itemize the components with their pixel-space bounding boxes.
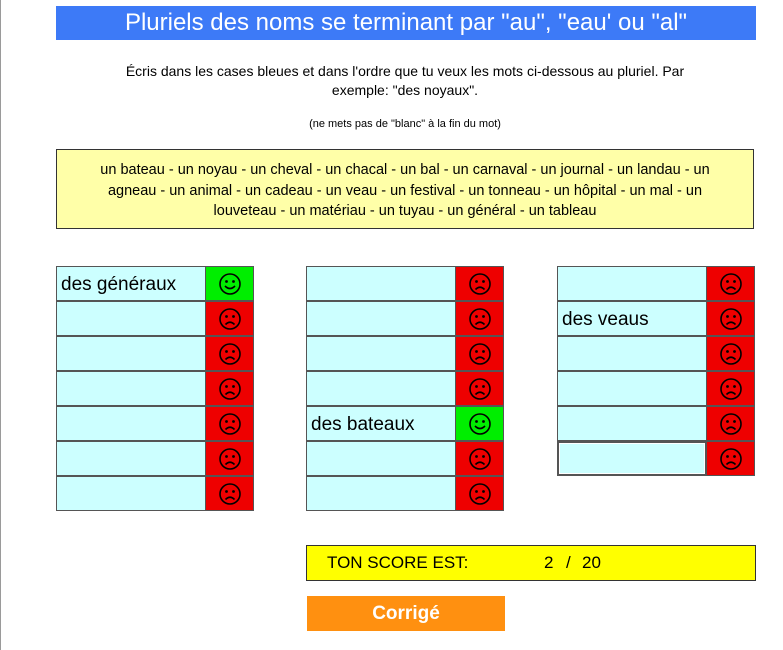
answer-status	[455, 301, 504, 336]
answer-input[interactable]	[306, 336, 456, 371]
answer-input[interactable]	[557, 266, 707, 301]
answer-input[interactable]	[56, 336, 206, 371]
answer-status	[455, 406, 504, 441]
answer-row	[306, 336, 506, 371]
answer-row	[557, 266, 757, 301]
answer-status	[205, 406, 254, 441]
smiley-sad-icon	[218, 447, 242, 471]
answer-input[interactable]	[557, 406, 707, 441]
smiley-sad-icon	[468, 482, 492, 506]
answer-row	[56, 266, 256, 301]
answer-column-2	[306, 266, 506, 511]
answer-status	[706, 301, 755, 336]
answer-row	[557, 336, 757, 371]
word-list-line-3: louveteau - un matériau - un tuyau - un général - un tableau	[213, 203, 597, 219]
answer-row	[56, 336, 256, 371]
answer-row	[306, 371, 506, 406]
answer-input[interactable]: des veaus	[557, 301, 707, 336]
answer-row	[56, 441, 256, 476]
answer-status	[205, 371, 254, 406]
smiley-sad-icon	[468, 272, 492, 296]
smiley-sad-icon	[218, 482, 242, 506]
answer-status	[205, 301, 254, 336]
answer-input[interactable]	[306, 301, 456, 336]
answer-input[interactable]	[557, 336, 707, 371]
answer-input[interactable]	[56, 406, 206, 441]
smiley-sad-icon	[468, 307, 492, 331]
answer-input[interactable]	[557, 371, 707, 406]
answer-input[interactable]	[56, 301, 206, 336]
smiley-sad-icon	[719, 342, 743, 366]
answer-row	[557, 406, 757, 441]
answer-row	[306, 301, 506, 336]
score-box	[306, 545, 756, 581]
answer-row	[557, 301, 757, 336]
answer-input[interactable]: des bateaux	[306, 406, 456, 441]
answer-status	[455, 336, 504, 371]
answer-status	[455, 371, 504, 406]
window-edge	[0, 0, 1, 650]
answer-input[interactable]	[306, 371, 456, 406]
answer-column-3	[557, 266, 757, 476]
correct-button[interactable]: Corrigé	[307, 596, 505, 631]
smiley-sad-icon	[468, 447, 492, 471]
answer-status	[455, 476, 504, 511]
answer-input[interactable]	[306, 476, 456, 511]
word-list-line-2: agneau - un animal - un cadeau - un veau - un festival - un tonneau - un hôpital - un mal - un	[107, 182, 703, 199]
word-list-box	[56, 149, 754, 229]
score-label: TON SCORE EST:	[327, 553, 469, 572]
smiley-sad-icon	[218, 307, 242, 331]
instructions-note: (ne mets pas de "blanc" à la fin du mot)	[309, 118, 501, 130]
score-separator: /	[566, 553, 571, 572]
answer-status	[706, 371, 755, 406]
score-value: 2	[544, 553, 554, 572]
answer-status	[706, 336, 755, 371]
smiley-happy-icon	[468, 412, 492, 436]
answer-row	[557, 371, 757, 406]
score-total: 20	[582, 553, 601, 572]
answer-status	[205, 441, 254, 476]
instructions-line-2: exemple: "des noyaux".	[331, 82, 479, 98]
smiley-sad-icon	[218, 342, 242, 366]
answer-status	[455, 266, 504, 301]
answer-row	[306, 406, 506, 441]
answer-status	[205, 266, 254, 301]
answer-input[interactable]	[56, 476, 206, 511]
smiley-sad-icon	[468, 377, 492, 401]
answer-status	[455, 441, 504, 476]
instructions	[60, 62, 750, 100]
answer-input[interactable]: des généraux	[56, 266, 206, 301]
answer-input[interactable]	[306, 266, 456, 301]
instructions-line-1: Écris dans les cases bleues et dans l'ordre que tu veux les mots ci-dessous au pluriel. Par	[125, 63, 685, 79]
smiley-sad-icon	[719, 447, 743, 471]
answer-row	[56, 371, 256, 406]
smiley-sad-icon	[719, 377, 743, 401]
answer-row	[56, 301, 256, 336]
answer-input[interactable]	[56, 371, 206, 406]
answer-status	[706, 441, 755, 476]
answer-row	[56, 476, 256, 511]
answer-status	[205, 336, 254, 371]
answer-row	[56, 406, 256, 441]
smiley-sad-icon	[719, 412, 743, 436]
answer-row	[306, 266, 506, 301]
smiley-sad-icon	[218, 377, 242, 401]
page-title: Pluriels des noms se terminant par "au", "eau' ou "al"	[56, 6, 756, 40]
answer-status	[706, 406, 755, 441]
smiley-sad-icon	[468, 342, 492, 366]
answer-status	[205, 476, 254, 511]
answer-input[interactable]	[306, 441, 456, 476]
smiley-happy-icon	[218, 272, 242, 296]
answer-input[interactable]	[56, 441, 206, 476]
smiley-sad-icon	[218, 412, 242, 436]
answer-row	[557, 441, 757, 476]
smiley-sad-icon	[719, 307, 743, 331]
answer-input[interactable]	[557, 441, 707, 476]
answer-status	[706, 266, 755, 301]
word-list-line-1: un bateau - un noyau - un cheval - un chacal - un bal - un carnaval - un journal - un landau - un	[100, 162, 710, 178]
answer-row	[306, 476, 506, 511]
answer-column-1	[56, 266, 256, 511]
answer-row	[306, 441, 506, 476]
smiley-sad-icon	[719, 272, 743, 296]
